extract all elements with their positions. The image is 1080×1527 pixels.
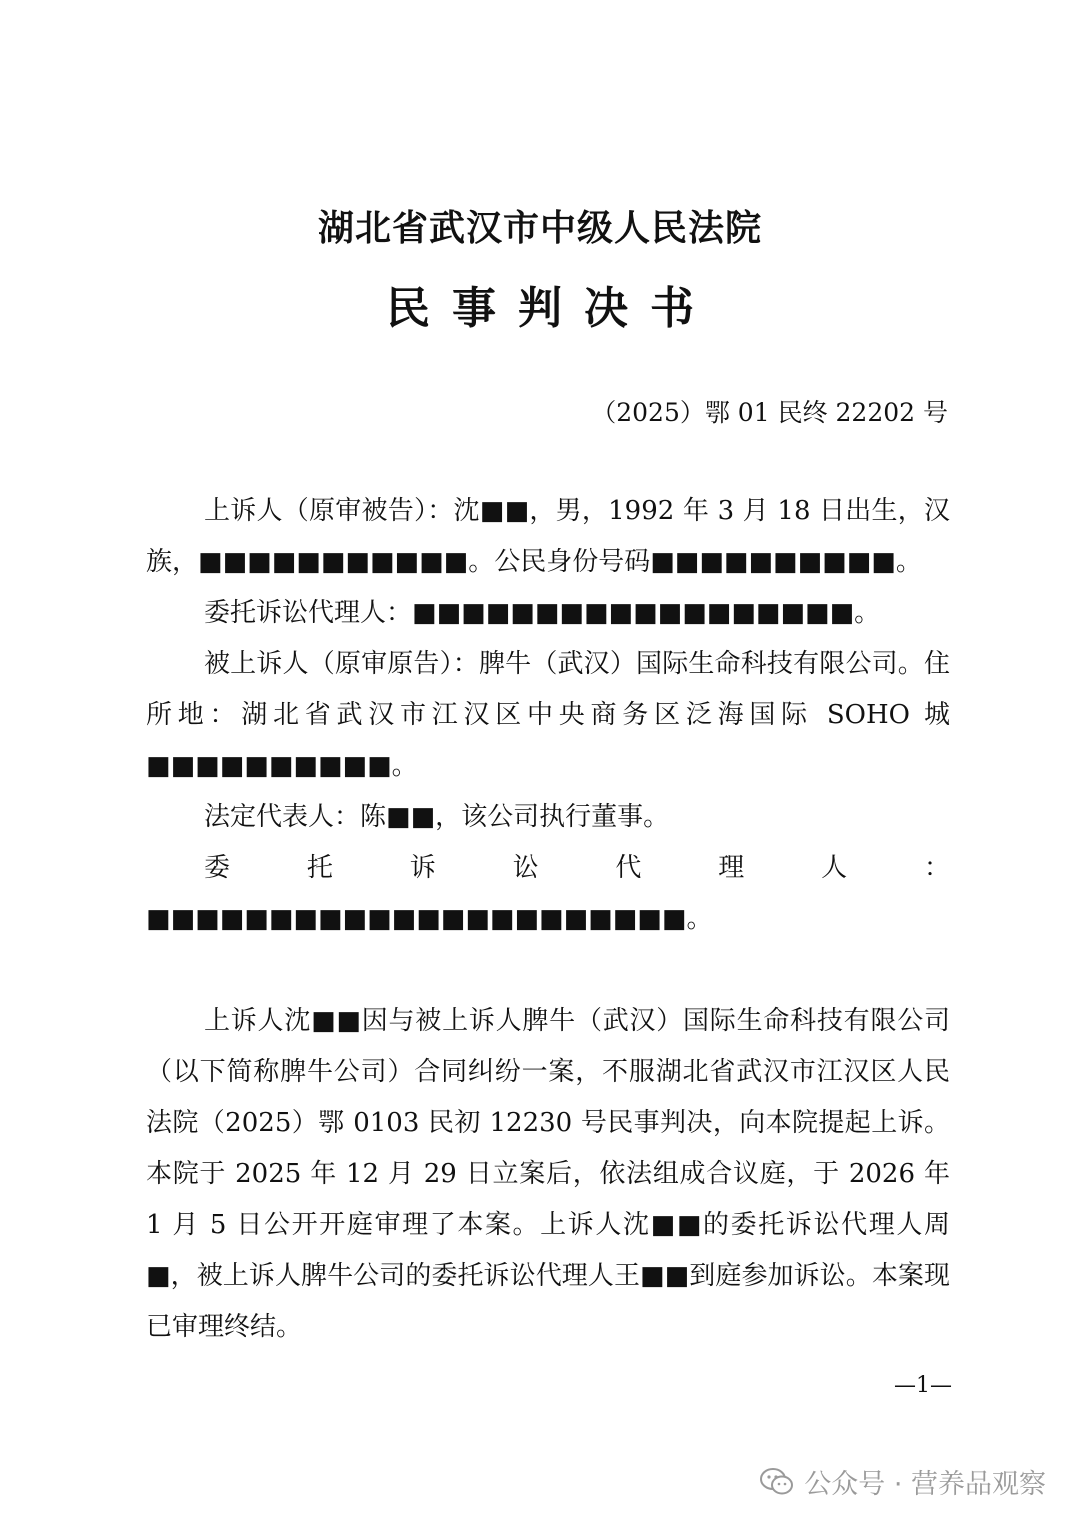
- case-body: [146, 996, 950, 1353]
- page-number: —1—: [894, 1373, 952, 1398]
- appellant-agent: 委托诉讼代理人：■■■■■■■■■■■■■■■■■■。: [204, 598, 881, 628]
- appellant-info: 上诉人（原审被告）：沈■■，男，1992 年 3 月 18 日出生，汉族，■■■■■■■■■■■。公民身份号码■■■■■■■■■■。: [146, 496, 950, 577]
- legal-representative: 法定代表人：陈■■，该公司执行董事。: [204, 802, 670, 832]
- case-number: （2025）鄂 01 民终 22202 号: [591, 398, 948, 427]
- document-title: 民事判决书: [386, 283, 716, 334]
- case-paragraph-1: 上诉人沈■■因与被上诉人脾牛（武汉）国际生命科技有限公司（以下简称脾牛公司）合同纠纷一案，不服湖北省武汉市江汉区人民法院（2025）鄂 0103 民初 12230 号民事判决，向本院提起上诉。本院于 2025 年 12 月 29 日立案后，依法组成合议庭，于 2026 年 1 月 5 日公开开庭审理了本案。上诉人沈■■的委托诉讼代理人周■，被上诉人脾牛公司的委托诉讼代理人王■■到庭参加诉讼。本案现已审理终结。: [146, 1006, 950, 1342]
- parties-section: [146, 486, 950, 945]
- appellee-agent: 委托诉讼代理人：■■■■■■■■■■■■■■■■■■■■■■。: [146, 853, 950, 934]
- appellee-info: 被上诉人（原审原告）：脾牛（武汉）国际生命科技有限公司。住所地：湖北省武汉市江汉区中央商务区泛海国际 SOHO 城■■■■■■■■■■。: [146, 649, 950, 781]
- court-name: 湖北省武汉市中级人民法院: [317, 208, 762, 249]
- wechat-icon: [760, 1468, 794, 1496]
- watermark-text: 公众号 · 营养品观察: [804, 1469, 1046, 1500]
- watermark: [760, 1462, 1046, 1501]
